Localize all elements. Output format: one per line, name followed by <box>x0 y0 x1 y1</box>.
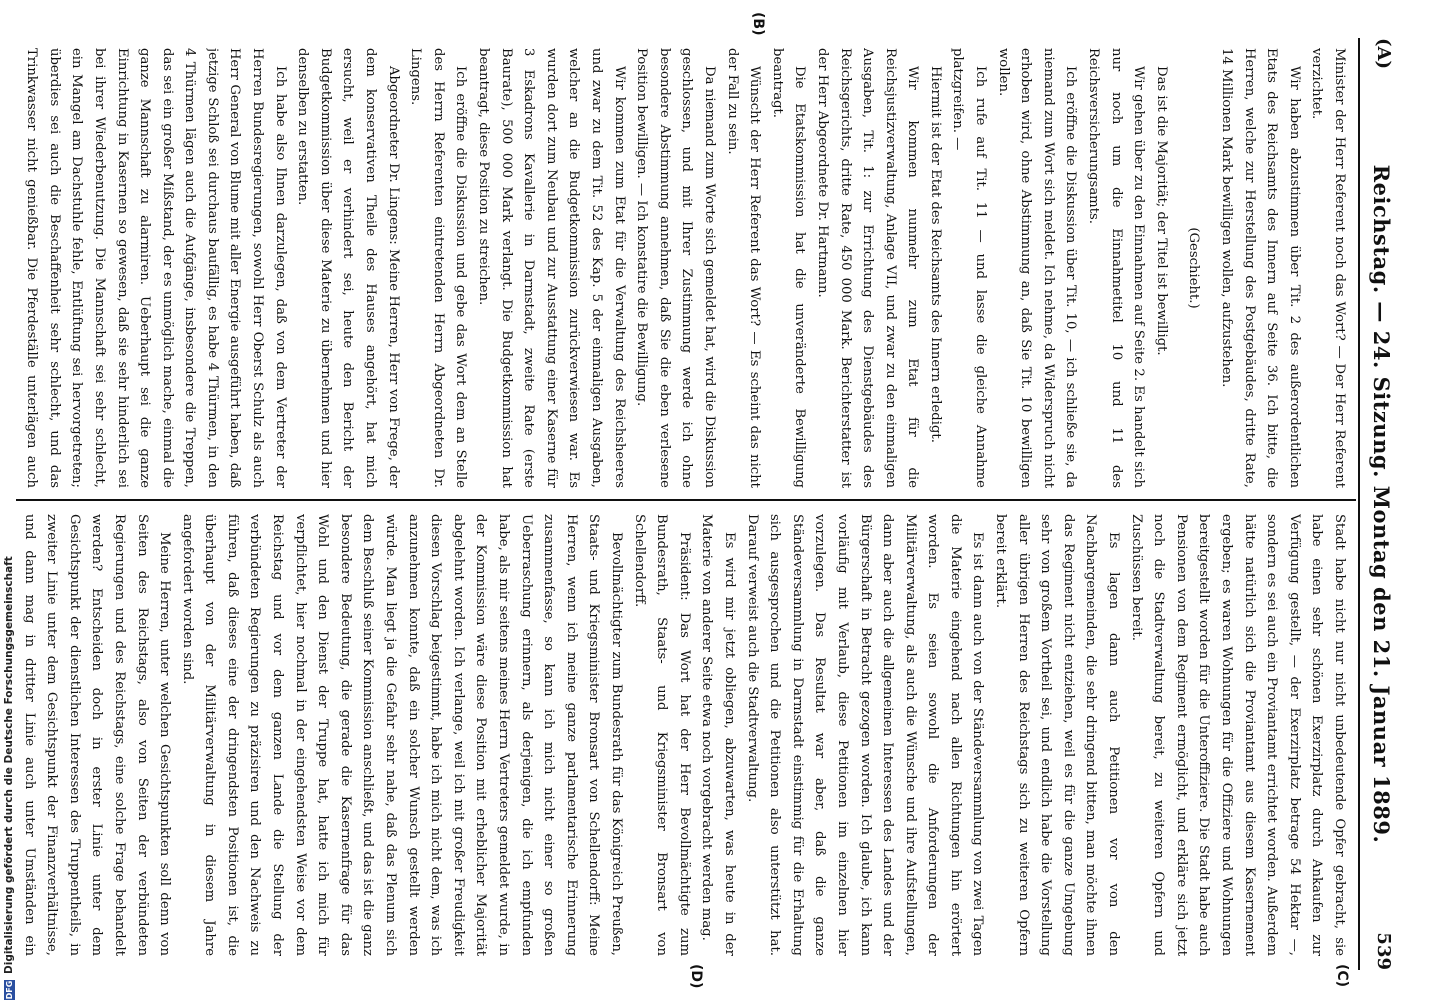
speech-paragraph: Abgeordneter Dr. Lingens: Meine Herren, Herr von Frege, der dem konservativen Theile des Hauses angehört, hat mich ersucht, weil er verhindert sei, heute den Bericht der Budgetkommission über diese Materie zu übernehmen und hier denselben zu erstatten. <box>295 48 401 488</box>
margin-marker-c: (C) <box>1334 964 1350 988</box>
right-column <box>20 514 1350 956</box>
paragraph: Wünscht der Herr Referent das Wort? — Es scheint das nicht der Fall zu sein. <box>724 48 763 488</box>
paragraph: Ich eröffne die Diskussion und gebe das Wort dem an Stelle des Herrn Referenten eintretenden Herrn Abgeordneten Dr. Lingens. <box>408 48 469 488</box>
paragraph: Wir kommen nunmehr zum Etat für die Reichsjustizverwaltung, Anlage VII, und zwar zu den einmaligen Ausgaben, Tit. 1: zur Errichtung des Dienstgebäudes des Reichsgerichts, dritte Rate, 450 000 Mark. Berichterstatter ist der Herr Abgeordnete Dr. Hartmann. <box>814 48 921 488</box>
paragraph: Wir kommen zum Etat für die Verwaltung des Reichsheeres und zwar zu dem Tit. 52 des Kap. 5 der einmaligen Ausgaben, welcher an die Budgetkommission zurückverwiesen war. Es wurden dort zum Neubau und zur Ausstattung einer Kaserne für 3 Eskadrons Kavallerie in Darmstadt, zweite Rate (erste Baurate), 500 000 Mark verlangt. Die Budgetkommission hat beantragt, diese Position zu streichen. <box>476 48 627 488</box>
paragraph: Ich rufe auf Tit. 11 — und lasse die gleiche Annahme platzgreifen. — <box>950 48 989 488</box>
paragraph: Ich habe also Ihnen darzulegen, daß von dem Vertreter der Herren Bundesregierungen, sowohl Herr Oberst Schulz als auch Herr General von Blume mit aller Energie ausgeführt haben, daß jetzige Schloß sei durchaus baufällig, es habe 4 Thürmen, in den 4 Thürmen lägen auch die Aufgänge, insbesondere die Treppen, das sei ein großer Mißstand, der es unmöglich mache, einmal die ganze Mannschaft zu alarmiren. Ueberhaupt sei die ganze Einrichtung in Kasernen so gewesen, daß sie sehr hinderlich sei bei ihrer Wiederbenutzung. Die Mannschaft sei sehr schlecht, ein Mangel am Dachstuhle fehle, Entlüftung sei hervorgetreten; überdies sei auch die Beschaffenheit sehr schlecht, und das Trinkwasser nicht genießbar. Die Pferdeställe unterlägen auch <box>24 48 288 488</box>
paragraph: Da niemand zum Worte sich gemeldet hat, wird die Diskussion geschlossen, und mit Ihrer Zustimmung werde ich ohne besondere Abstimmung annehmen, daß Sie die eben verlesene Position bewilligen. — Ich konstatire die Bewilligung. <box>634 48 717 488</box>
left-column <box>20 48 1350 488</box>
margin-marker-b: (B) <box>750 12 766 36</box>
paragraph: Das ist die Majorität; der Titel ist bewilligt. <box>1153 66 1169 356</box>
speech-paragraph: Präsident: Das Wort hat der Herr Bevollmächtigte zum Bundesrath, Staats- und Kriegsminister Bronsart von Schellendorff. <box>631 514 692 956</box>
page-number: 539 <box>1373 932 1394 970</box>
margin-marker-d: (D) <box>688 964 704 989</box>
dfg-logo-icon: DFG <box>4 980 14 1000</box>
paragraph: Stadt habe nicht nur nicht unbedeutende Opfer gebracht, sie habe einen sehr schönen Exerzirplatz durch Ankaufen zur Verfügung gestellt, — der Exerzirplatz betrage 54 Hektar —, sondern es sei auch ein Proviantamt errichtet worden. Außerdem hätte natürlich sich die Proviantamt aus diesem Kasernement ergeben; es waren Wohnungen für die Offiziere und Wohnungen bereitgestellt worden für die Unteroffiziere. Die Stadt habe auch Pensionen von dem Regiment ermöglicht, und erkläre sich jetzt noch die Stadtverwaltung bereit, zu weiteren Opfern und Zuschüssen bereit. <box>1128 514 1347 956</box>
column-divider <box>16 499 1356 501</box>
footer-text: Digitalisierung gefördert durch die Deutsche Forschungsgemeinschaft <box>3 556 15 974</box>
paragraph: Minister der Herr Referent noch das Wort? — Der Herr Referent verzichtet. <box>1309 48 1347 488</box>
paragraph: Meine Herren, unter welchen Gesichtspunkten soll denn von Seiten des Reichstags, also von Seiten der verbündeten Regierungen und des Reichstags, eine solche Frage behandelt werden? Entscheiden doch in erster Linie unter dem Gesichtspunkt der dienstlichen Interessen des Truppentheils, in zweiter Linie unter dem Gesichtspunkt der Finanzverhältnisse, und dann mag in dritter Linie auch unter Umständen ein <box>21 514 173 956</box>
paragraph: Die Etatskommission hat die unveränderte Bewilligung beantragt. <box>769 48 808 488</box>
speech-paragraph: Bevollmächtigter zum Bundesrath für das Königreich Preußen, Staats- und Kriegsminister Bronsart von Schellendorff: Meine Herren, wenn ich meine ganze parlamentarische Erinnerung zusammenfasse, so kann ich mich nicht einer so großen Ueberraschung erinnern, als derjenigen, die ich empfunden habe, als mir seitens meines Herrn Vertreters gemeldet wurde, in der Kommission wäre diese Position mit erheblicher Majorität abgelehnt worden. Ich verlange, weil ich mit großer Freudigkeit diesen Vorschlag beigestimmt, habe ich mich nicht dem, was ich anzunehmen konnte, daß ein solcher Wunsch gestellt werden würde. Man liegt ja die Gefahr sehr nahe, daß das Plenum sich dem Beschluß seiner Kommission anschließt, und das ist die ganz besondere Bedeutung, die gerade die Kasernenfrage für das Wohl und den Dienst der Truppe hat, hatte ich mich für verpflichtet, hier nochmal in der eingehendsten Weise vor dem Reichstag und vor dem ganzen Lande die Stellung der verbündeten Regierungen zu präzisiren und den Nachweis zu führen, daß dieses eine der dringendsten Positionen ist, die überhaupt von der Militärverwaltung in diesem Jahre angefordert worden sind. <box>179 514 624 956</box>
paragraph: Es lagen dann auch Petitionen vor von den Nachbargemeinden, die sehr dringend bitten, man möchte ihnen das Regiment nicht entziehen, weil es für die ganze Umgebung sehr von großem Vortheil sei, und endlich habe die Vorstellung aller übrigen Herren des Reichstags sich zu weiteren Opfern bereit erklärt. <box>993 514 1122 956</box>
running-head: Reichstag. — 24. Sitzung. Montag den 21. Januar 1889. <box>1369 164 1394 844</box>
digitization-footer <box>0 0 18 1000</box>
paragraph: Es wird mir jetzt obliegen, abzuwarten, was heute in der Materie von anderer Seite etwa noch vorgebracht werden mag. <box>699 514 737 956</box>
paragraph: Hiermit ist der Etat des Reichsamts des Innern erledigt. <box>927 66 943 443</box>
stage-direction: (Geschieht.) <box>1186 227 1202 309</box>
page-header <box>1358 38 1400 970</box>
paragraph: Wir haben abzustimmen über Tit. 2 des außerordentlichen Etats des Reichsamts des Innern auf Seite 36. Ich bitte, die Herren, welche zur Herstellung des Postgebäudes, dritte Rate, 14 Millionen Mark bewilligen wollen, aufzustehen. <box>1219 48 1302 488</box>
paragraph: Ich eröffne die Diskussion über Tit. 10, — ich schließe sie, da niemand zum Wort sich meldet. Ich nehme, da Widerspruch nicht erhoben wird, ohne Abstimmung an, daß Sie Tit. 10 bewilligen wollen. <box>995 48 1079 488</box>
paragraph: Es ist dann auch von der Ständeversammlung von zwei Tagen die Materie eingehend nach allen Richtungen hin erörtert worden. Es seien sowohl die Anforderungen der Militärverwaltung, als auch die Wünsche und ihre Aufstellungen, dann aber auch die allgemeinen Interessen des Landes und der Bürgerschaft in Betracht gezogen worden. Ich glaube, ich kann vorläufig mit Verlaub, diese Petitionen im einzelnen hier vorzulegen. Das Resultat war aber, daß die ganze Ständeversammlung in Darmstadt einstimmig für die Erhaltung sich ausgesprochen und die Petitionen also unterstützt hat. Darauf verweist auch die Stadtverwaltung. <box>744 514 986 956</box>
margin-marker-a: (A) <box>1373 38 1394 69</box>
paragraph: Wir gehen über zu den Einnahmen auf Seite 2. Es handelt sich nur noch um die Einnahmetitel 10 und 11 des Reichsversicherungsamts. <box>1086 48 1147 488</box>
